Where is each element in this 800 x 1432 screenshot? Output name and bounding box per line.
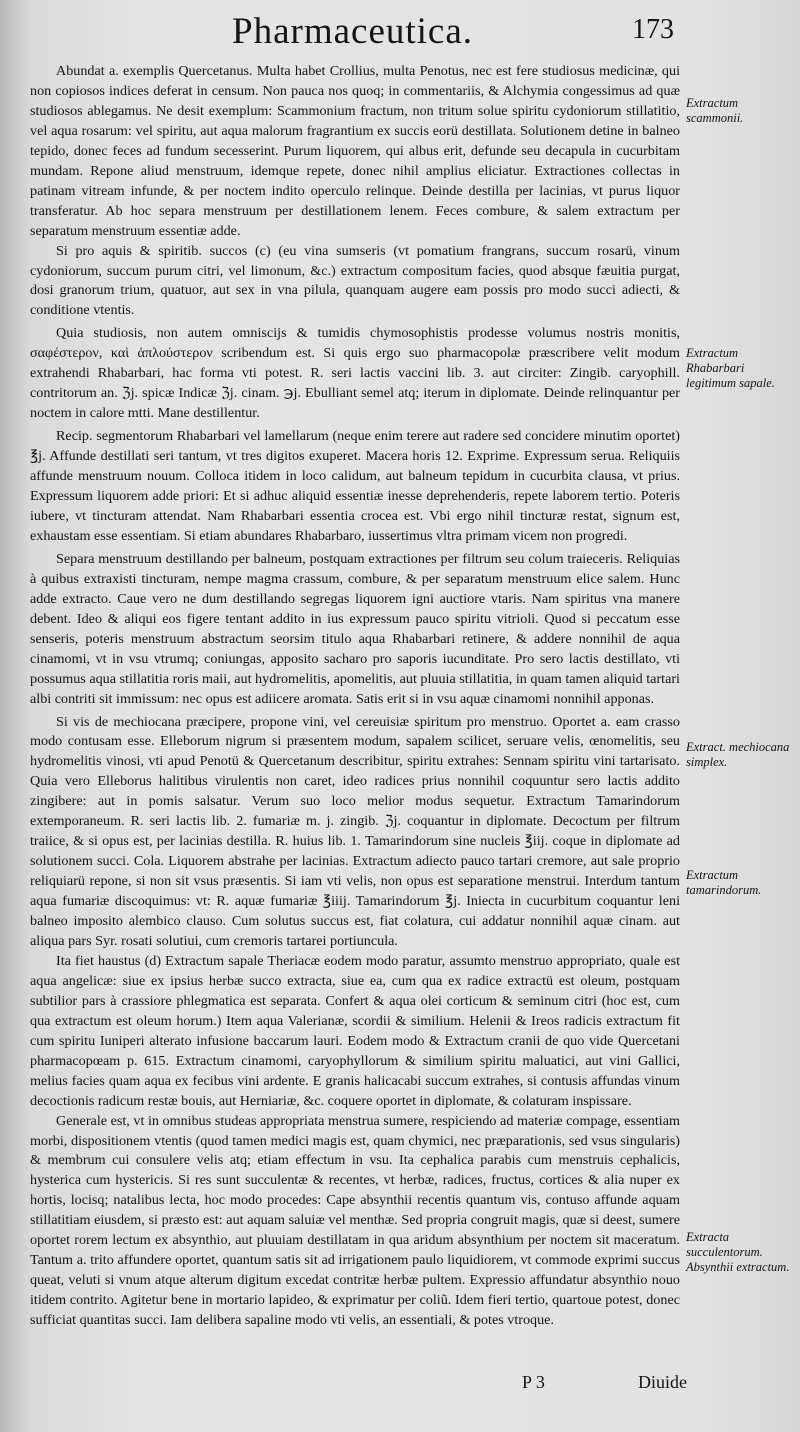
catchword: Diuide xyxy=(638,1372,687,1392)
paragraph-separa-menstruum: Separa menstruum destillando per balneum, postquam extractiones per filtrum seu colum traieceris. Reliquias à quibus extraxisti tincturam, nempe magma crassum, combure, & per separatum menstruum elice salem. Hunc adde extracto. Caue vero ne dum destillando segregas liquorem igni auctiore vtaris. Nam spiritus vna manere debent. Ideo & aliqui eos figere tentant addito in ius expressum pauco spiritu vitrioli. Quod si peccatum esse senseris, poteris menstruum abstractum seorsim titulo aqua Rhabarbari retinere, & addere nonnihil de aqua cinamomi, vt in vsu vtrumq; coniungas, apposito sacharo pro saporis iucunditate. Pro sero lactis destillato, vti possumus aqua stillatitia roris maii, aut hydromelitis, apomelitis, aut pluuia stillatitia, in quam tamen aliquid tartari albi contriti sit immissum: nec opus est adiicere aromata. Satis erit si in vsu aquæ cinamomi nonnihil apponas. xyxy=(30,550,680,707)
page-number: 173 xyxy=(632,14,674,45)
signature-mark: P 3 xyxy=(522,1372,545,1392)
margin-notes xyxy=(686,0,800,1432)
running-title: Pharmaceutica. xyxy=(232,11,474,52)
paragraph-mechiocana: Si vis de mechiocana præcipere, propone vini, vel cereuisiæ spiritum pro menstruo. Oportet a. eam crasso modo contusam esse. Elleborum nigrum si præsentem modum, sapalem scilicet, seruare velis, œnomelitis, seu hydromelitis vinosi, vti apud Penotü & Quercetanum describitur, spiritu extrahes: Sennam spiritu vini tartarisato. Quia vero Elleborus halitibus virulentis non caret, ideo radices prius nonnihil coquuntur sero lactis addito zingibere: aut in pomis salsatur. Verum suo loco melior modus sequetur. Extractum Tamarindorum extemporaneum. R. seri lactis lib. 2. fumariæ m. j. zingib. ℨj. coquantur in diplomate. Decoctum per filtrum traiice, & si opus est, per lacinias destilla. R. huius lib. 1. Tamarindorum sine nucleis ℥iij. coque in diplomate ad solutionem succi. Cola. Liquorem abstrahe per lacinias. Extractum adiecto pauco tartari cremore, aut sale proprio reliquiarü repone, si non sit vsus præsentis. Si iam vti velis, non opus est separatione menstrui. Interdum tantum aqua fumariæ discoquimus: vt: R. aquæ fumariæ ℥iiij. Tamarindorum ℥j. Iniecta in cucurbitum coquantur leni balneo imposito alembico clauso. Cum solutus succus est, fiat colatura, cui addatur nonnihil aquæ cinam. aut aliqua pars Syr. rosati solutiui, cum cremoris tartarei portiuncula. xyxy=(30,713,680,949)
margin-note-rhabarbari: Extractum Rhabarbari legitimum sapale. xyxy=(686,346,775,390)
page-header xyxy=(0,6,800,54)
margin-note-mechiocana: Extract. mechiocana simplex. xyxy=(686,740,790,769)
paragraph-generale-est: Generale est, vt in omnibus studeas appropriata menstrua sumere, respiciendo ad materiæ compage, essentiam morbi, dispositionem vtentis (quod tamen medici magis est, quam chymici, nec præparationis, sed vsus singularis) & membrum cui consulere velis atq; etiam effectum in vsu. Ita cephalica parabis cum menstruis cephalicis, hysterica cum hystericis. Si res sunt succulentæ & recentes, vt herbæ, radices, fructus, cortices & alia nuper ex hortis, locisq; natalibus lecta, hoc modo procedes: Cape absynthii recentis quantum vis, contuso affunde aquam stillatitiam eiusdem, si præsto est: aut aquam saluiæ vel menthæ. Sed propria congruit magis, quæ si deest, sumere oportet rorem lectum ex absynthio, aut pluuiam destillatam in qua aridum absynthium per noctem sit maceratum. Tantum a. trito affundere oportet, quantum satis sit ad irrigationem paulo liquidiorem, vt commode exprimi succus queat, veluti si vnum atque alterum digitum excedat contritæ herbæ pultem. Expressio affundatur absynthio nouo itidem contrito. Agitetur bene in mortario lapideo, & exprimatur per coliũ. Idem fieri tertio, quartoue potest, donec sufficiat quantitas succi. Iam delibera sapaline modo vti velis, an essentiali, & potes vtroque. xyxy=(30,1112,680,1329)
paragraph-recip-segmentorum: Recip. segmentorum Rhabarbari vel lamellarum (neque enim terere aut radere sed concidere minutim oportet) ℥j. Affunde destillati seri tantum, vt tres digitos exuperet. Macera horis 12. Exprime. Expressum serua. Reliquiis affunde menstruum nouum. Colloca itidem in loco calidum, aut balneum tepidum in cucurbita clausa, vt prius. Expressum liquorem adde priori: Et si adhuc aliquid essentiæ inesse deprehenderis, repete laborem tertio. Poteris iubere, vt tincturam attendat. Nam Rhabarbari essentia crocea est. Vbi ergo nihil tincturæ restat, signum est, exhaustam esse essentiam. Si etiam abundares Rhabarbaro, iussertimus vltra primam vicem non progredi. xyxy=(30,428,680,544)
paragraph-abundat: Abundat a. exemplis Quercetanus. Multa habet Crollius, multa Penotus, nec est fere studiosus medicinæ, qui non copiosos indices deferat in censum. Non pauca nos quoq; in commentariis, & Alchymia congessimus ad quæ studiosos ablegamus. Ne desit exemplum: Scammonium fractum, non tritum solue spiritu cydoniorum stillatitio, vel aqua rosarum: vel spiritu, aut aqua malorum fragrantium ex succis eorü destillata. Solutionem detine in balneo tepido, donec feces ad fundum secesserint. Purum liquorem, qui albus erit, defunde seu decapula in cucurbitam mundam. Repone aliud menstruum, idemque repete, donec nihil amplius eliciatur. Extractiones collectas in patinam vitream infunde, & per noctem indito operculo relinque. Deinde destilla per lacinias, vt purus liquor transferatur. Ab hoc separa menstruum per destillationem lenem. Feces combure, & salem extractum per separatum menstruum essentiæ adde. xyxy=(30,63,680,239)
paragraph-quia-studiosis: Quia studiosis, non autem omniscijs & tumidis chymosophistis prodesse volumus nostris monitis, σαφέστερον, καὶ ἁπλούστερον scribendum est. Si quis ergo suo pharmacopolæ præscribere velit modum extrahendi Rhabarbari, hac forma vti potest. R. seri lactis vaccini lib. 3. aut circiter: Zingib. caryophill. contritorum an. ℨj. spicæ Indicæ ℨj. cinam. ℈j. Ebulliant semel atq; iterum in diplomate. Deinde relinquantur per noctem in calore mtti. Mane destillentur. xyxy=(30,325,680,422)
paragraph-si-pro-aquis: Si pro aquis & spiritib. succos (c) (eu vina sumseris (vt pomatium frangrans, succum rosarü, vinum cydoniorum, succum purum citri, vel limonum, &c.) extractum compositum facies, quod absque fæuitia purgat, dosi granorum trium, quatuor, aut sex in vna pilula, quanquam augere eam possis pro modo succi adiecti, & conditione vtentis. xyxy=(30,242,680,319)
margin-note-absynthii: Extracta succulentorum. Absynthii extractum. xyxy=(686,1230,790,1274)
page-footer xyxy=(0,1366,800,1406)
margin-note-scammonii: Extractum scammonii. xyxy=(686,96,744,125)
paragraph-ita-fiet-haustus: Ita fiet haustus (d) Extractum sapale Theriacæ eodem modo paratur, assumto menstruo appropriato, quale est aqua angelicæ: siue ex ipsius herbæ succo extracta, siue ea, cum qua ex radice extractü est oleum, postquam subtilior pars à crassiore phlegmatica est separata. Confert & aqua olei corticum & seminum citri (hoc est, cum qua extractum est oleum horum.) Item aqua Valerianæ, scordii & similium. Helenii & Ireos radicis extractum fit cum spiritu Iuniperi alterato infusione baccarum lauri. Eodem modo & Extractum cranii de quo vide Quercetani pharmacopœam p. 615. Extractum cinamomi, caryophyllorum & similium spiritu maluatici, aut vini Gallici, melius facies quam aqua ex fecibus vini ardente. E granis halicacabi succum extrahes, si contusis affundas vinum decoctionis radicum restæ bouis, aut Herniariæ, &c. coquere oportet in diplomate, & colaturam inspissare. xyxy=(30,952,680,1109)
main-text-block xyxy=(30,62,680,1331)
margin-note-tamarindorum: Extractum tamarindorum. xyxy=(686,868,762,897)
